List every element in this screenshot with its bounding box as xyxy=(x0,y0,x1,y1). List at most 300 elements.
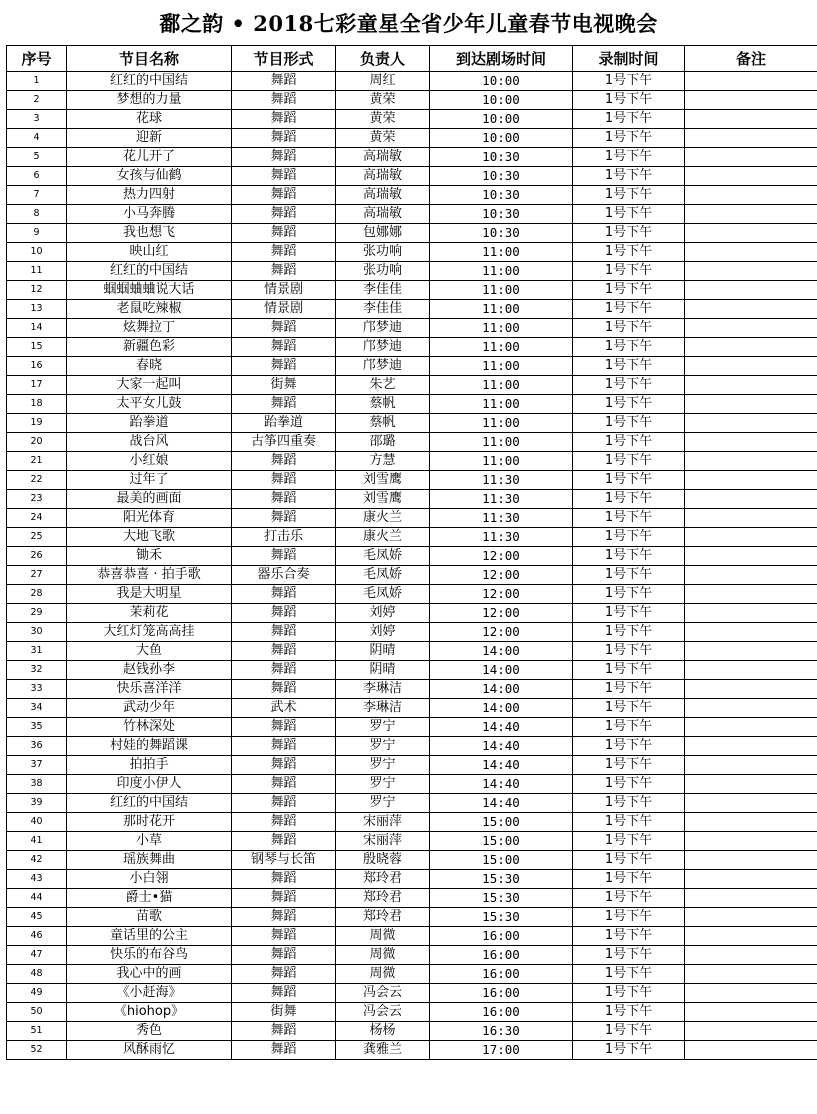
cell-arrival-time: 14:00 xyxy=(430,642,573,661)
cell-record-time: 1号下午 xyxy=(573,205,685,224)
cell-program-name: 战台风 xyxy=(67,433,232,452)
cell-no: 10 xyxy=(7,243,67,262)
cell-note xyxy=(685,167,817,186)
header-program-name: 节目名称 xyxy=(67,46,232,72)
cell-program-name: 梦想的力量 xyxy=(67,91,232,110)
cell-record-time: 1号下午 xyxy=(573,167,685,186)
cell-arrival-time: 14:00 xyxy=(430,661,573,680)
cell-no: 17 xyxy=(7,376,67,395)
cell-record-time: 1号下午 xyxy=(573,338,685,357)
cell-program-name: 蝈蝈蛐蛐说大话 xyxy=(67,281,232,300)
cell-note xyxy=(685,984,817,1003)
cell-owner: 阴晴 xyxy=(336,661,430,680)
cell-no: 15 xyxy=(7,338,67,357)
cell-program-name: 新疆色彩 xyxy=(67,338,232,357)
table-row xyxy=(7,528,817,547)
cell-no: 44 xyxy=(7,889,67,908)
cell-record-time: 1号下午 xyxy=(573,756,685,775)
cell-no: 18 xyxy=(7,395,67,414)
cell-record-time: 1号下午 xyxy=(573,927,685,946)
cell-arrival-time: 11:00 xyxy=(430,262,573,281)
cell-arrival-time: 12:00 xyxy=(430,585,573,604)
cell-program-name: 春晓 xyxy=(67,357,232,376)
cell-arrival-time: 10:00 xyxy=(430,110,573,129)
cell-arrival-time: 16:00 xyxy=(430,1003,573,1022)
cell-owner: 李琳洁 xyxy=(336,699,430,718)
cell-record-time: 1号下午 xyxy=(573,547,685,566)
cell-program-form: 街舞 xyxy=(232,1003,336,1022)
cell-program-form: 舞蹈 xyxy=(232,642,336,661)
cell-program-form: 舞蹈 xyxy=(232,338,336,357)
header-record-time: 录制时间 xyxy=(573,46,685,72)
cell-note xyxy=(685,965,817,984)
cell-program-name: 童话里的公主 xyxy=(67,927,232,946)
cell-note xyxy=(685,813,817,832)
cell-note xyxy=(685,148,817,167)
cell-arrival-time: 12:00 xyxy=(430,604,573,623)
program-schedule-table xyxy=(6,45,817,1060)
cell-record-time: 1号下午 xyxy=(573,281,685,300)
cell-program-name: 跆拳道 xyxy=(67,414,232,433)
cell-arrival-time: 12:00 xyxy=(430,623,573,642)
cell-owner: 郑玲君 xyxy=(336,908,430,927)
cell-owner: 毛凤娇 xyxy=(336,566,430,585)
cell-program-name: 过年了 xyxy=(67,471,232,490)
table-row xyxy=(7,889,817,908)
cell-no: 48 xyxy=(7,965,67,984)
cell-owner: 郑玲君 xyxy=(336,889,430,908)
cell-owner: 罗宁 xyxy=(336,737,430,756)
cell-note xyxy=(685,927,817,946)
cell-program-form: 古筝四重奏 xyxy=(232,433,336,452)
cell-no: 46 xyxy=(7,927,67,946)
cell-note xyxy=(685,509,817,528)
cell-program-form: 舞蹈 xyxy=(232,1022,336,1041)
cell-program-form: 舞蹈 xyxy=(232,471,336,490)
cell-record-time: 1号下午 xyxy=(573,224,685,243)
cell-no: 34 xyxy=(7,699,67,718)
cell-no: 11 xyxy=(7,262,67,281)
table-row xyxy=(7,186,817,205)
table-row xyxy=(7,490,817,509)
cell-no: 24 xyxy=(7,509,67,528)
cell-program-form: 舞蹈 xyxy=(232,224,336,243)
cell-note xyxy=(685,680,817,699)
cell-no: 8 xyxy=(7,205,67,224)
table-row xyxy=(7,642,817,661)
document-title: 鄱之韵 • 2018七彩童星全省少年儿童春节电视晚会 xyxy=(159,11,658,36)
table-row xyxy=(7,680,817,699)
cell-program-form: 舞蹈 xyxy=(232,243,336,262)
cell-program-form: 跆拳道 xyxy=(232,414,336,433)
cell-owner: 毛凤娇 xyxy=(336,547,430,566)
cell-owner: 郑玲君 xyxy=(336,870,430,889)
cell-arrival-time: 17:00 xyxy=(430,1041,573,1060)
cell-program-form: 舞蹈 xyxy=(232,509,336,528)
table-row xyxy=(7,946,817,965)
cell-owner: 杨杨 xyxy=(336,1022,430,1041)
table-row xyxy=(7,585,817,604)
cell-no: 6 xyxy=(7,167,67,186)
header-program-form: 节目形式 xyxy=(232,46,336,72)
cell-note xyxy=(685,870,817,889)
cell-note xyxy=(685,547,817,566)
cell-note xyxy=(685,623,817,642)
cell-note xyxy=(685,775,817,794)
cell-record-time: 1号下午 xyxy=(573,984,685,1003)
cell-note xyxy=(685,72,817,91)
cell-no: 32 xyxy=(7,661,67,680)
cell-no: 47 xyxy=(7,946,67,965)
cell-program-name: 我也想飞 xyxy=(67,224,232,243)
cell-record-time: 1号下午 xyxy=(573,414,685,433)
cell-arrival-time: 11:00 xyxy=(430,414,573,433)
cell-record-time: 1号下午 xyxy=(573,1022,685,1041)
cell-owner: 毛凤娇 xyxy=(336,585,430,604)
cell-program-form: 舞蹈 xyxy=(232,965,336,984)
cell-program-form: 舞蹈 xyxy=(232,775,336,794)
cell-arrival-time: 11:30 xyxy=(430,509,573,528)
cell-program-name: 风酥雨忆 xyxy=(67,1041,232,1060)
cell-program-name: 小白翎 xyxy=(67,870,232,889)
cell-note xyxy=(685,908,817,927)
cell-program-form: 舞蹈 xyxy=(232,262,336,281)
cell-owner: 周微 xyxy=(336,927,430,946)
cell-note xyxy=(685,1041,817,1060)
table-row xyxy=(7,604,817,623)
cell-record-time: 1号下午 xyxy=(573,300,685,319)
table-row xyxy=(7,319,817,338)
table-row xyxy=(7,756,817,775)
cell-program-name: 小红娘 xyxy=(67,452,232,471)
cell-program-form: 舞蹈 xyxy=(232,889,336,908)
cell-record-time: 1号下午 xyxy=(573,72,685,91)
table-row xyxy=(7,91,817,110)
cell-arrival-time: 15:30 xyxy=(430,870,573,889)
cell-owner: 李佳佳 xyxy=(336,300,430,319)
cell-owner: 高瑞敏 xyxy=(336,186,430,205)
table-row xyxy=(7,471,817,490)
cell-owner: 方慧 xyxy=(336,452,430,471)
cell-note xyxy=(685,528,817,547)
cell-arrival-time: 10:30 xyxy=(430,205,573,224)
table-row xyxy=(7,243,817,262)
cell-no: 12 xyxy=(7,281,67,300)
cell-program-name: 赵钱孙李 xyxy=(67,661,232,680)
cell-record-time: 1号下午 xyxy=(573,946,685,965)
cell-record-time: 1号下午 xyxy=(573,813,685,832)
cell-program-name: 红红的中国结 xyxy=(67,794,232,813)
cell-record-time: 1号下午 xyxy=(573,490,685,509)
cell-arrival-time: 10:30 xyxy=(430,167,573,186)
cell-no: 1 xyxy=(7,72,67,91)
cell-program-name: 快乐喜洋洋 xyxy=(67,680,232,699)
cell-arrival-time: 11:30 xyxy=(430,471,573,490)
table-row xyxy=(7,148,817,167)
cell-record-time: 1号下午 xyxy=(573,433,685,452)
cell-record-time: 1号下午 xyxy=(573,471,685,490)
cell-program-form: 舞蹈 xyxy=(232,357,336,376)
cell-arrival-time: 11:00 xyxy=(430,376,573,395)
cell-record-time: 1号下午 xyxy=(573,395,685,414)
cell-arrival-time: 11:00 xyxy=(430,243,573,262)
cell-owner: 周微 xyxy=(336,965,430,984)
cell-program-name: 大鱼 xyxy=(67,642,232,661)
cell-arrival-time: 16:00 xyxy=(430,965,573,984)
cell-record-time: 1号下午 xyxy=(573,566,685,585)
cell-program-form: 舞蹈 xyxy=(232,452,336,471)
cell-program-form: 情景剧 xyxy=(232,300,336,319)
cell-arrival-time: 10:00 xyxy=(430,91,573,110)
cell-program-name: 瑶族舞曲 xyxy=(67,851,232,870)
cell-note xyxy=(685,737,817,756)
cell-note xyxy=(685,1022,817,1041)
cell-program-name: 迎新 xyxy=(67,129,232,148)
cell-program-name: 红红的中国结 xyxy=(67,72,232,91)
cell-owner: 黄荣 xyxy=(336,129,430,148)
cell-program-name: 炫舞拉丁 xyxy=(67,319,232,338)
cell-no: 52 xyxy=(7,1041,67,1060)
table-row xyxy=(7,376,817,395)
cell-no: 7 xyxy=(7,186,67,205)
table-row xyxy=(7,452,817,471)
cell-program-form: 舞蹈 xyxy=(232,585,336,604)
cell-program-form: 舞蹈 xyxy=(232,870,336,889)
cell-program-name: 爵士•猫 xyxy=(67,889,232,908)
cell-record-time: 1号下午 xyxy=(573,642,685,661)
cell-program-name: 映山红 xyxy=(67,243,232,262)
cell-program-name: 拍拍手 xyxy=(67,756,232,775)
cell-arrival-time: 11:00 xyxy=(430,319,573,338)
cell-owner: 张功响 xyxy=(336,243,430,262)
cell-note xyxy=(685,300,817,319)
table-row xyxy=(7,623,817,642)
cell-program-form: 舞蹈 xyxy=(232,984,336,1003)
cell-arrival-time: 11:30 xyxy=(430,528,573,547)
cell-owner: 包娜娜 xyxy=(336,224,430,243)
table-row xyxy=(7,1022,817,1041)
table-row xyxy=(7,433,817,452)
cell-program-form: 舞蹈 xyxy=(232,490,336,509)
cell-program-form: 舞蹈 xyxy=(232,908,336,927)
cell-arrival-time: 11:00 xyxy=(430,433,573,452)
cell-no: 33 xyxy=(7,680,67,699)
cell-record-time: 1号下午 xyxy=(573,851,685,870)
cell-owner: 殷晓蓉 xyxy=(336,851,430,870)
cell-program-form: 舞蹈 xyxy=(232,319,336,338)
cell-note xyxy=(685,338,817,357)
cell-program-name: 太平女儿鼓 xyxy=(67,395,232,414)
cell-note xyxy=(685,452,817,471)
cell-record-time: 1号下午 xyxy=(573,661,685,680)
cell-arrival-time: 12:00 xyxy=(430,566,573,585)
cell-no: 36 xyxy=(7,737,67,756)
cell-no: 2 xyxy=(7,91,67,110)
cell-note xyxy=(685,433,817,452)
cell-no: 31 xyxy=(7,642,67,661)
table-row xyxy=(7,72,817,91)
table-row xyxy=(7,965,817,984)
cell-note xyxy=(685,756,817,775)
table-row xyxy=(7,661,817,680)
table-row xyxy=(7,794,817,813)
cell-program-form: 舞蹈 xyxy=(232,72,336,91)
table-row xyxy=(7,414,817,433)
cell-owner: 高瑞敏 xyxy=(336,148,430,167)
cell-program-name: 秀色 xyxy=(67,1022,232,1041)
table-row xyxy=(7,300,817,319)
cell-program-form: 舞蹈 xyxy=(232,946,336,965)
cell-no: 27 xyxy=(7,566,67,585)
cell-owner: 邝梦迪 xyxy=(336,338,430,357)
cell-no: 9 xyxy=(7,224,67,243)
cell-note xyxy=(685,205,817,224)
cell-arrival-time: 12:00 xyxy=(430,547,573,566)
header-note: 备注 xyxy=(685,46,817,72)
cell-note xyxy=(685,604,817,623)
cell-owner: 高瑞敏 xyxy=(336,167,430,186)
cell-program-form: 舞蹈 xyxy=(232,167,336,186)
cell-note xyxy=(685,319,817,338)
cell-program-form: 舞蹈 xyxy=(232,110,336,129)
cell-owner: 周微 xyxy=(336,946,430,965)
cell-record-time: 1号下午 xyxy=(573,870,685,889)
cell-record-time: 1号下午 xyxy=(573,509,685,528)
cell-note xyxy=(685,395,817,414)
cell-program-form: 舞蹈 xyxy=(232,623,336,642)
cell-no: 20 xyxy=(7,433,67,452)
cell-program-form: 舞蹈 xyxy=(232,737,336,756)
cell-program-name: 小马奔腾 xyxy=(67,205,232,224)
cell-note xyxy=(685,186,817,205)
cell-owner: 周红 xyxy=(336,72,430,91)
table-row xyxy=(7,1003,817,1022)
cell-note xyxy=(685,946,817,965)
cell-arrival-time: 14:40 xyxy=(430,737,573,756)
cell-arrival-time: 10:30 xyxy=(430,186,573,205)
cell-arrival-time: 10:30 xyxy=(430,224,573,243)
cell-record-time: 1号下午 xyxy=(573,91,685,110)
cell-owner: 高瑞敏 xyxy=(336,205,430,224)
cell-note xyxy=(685,376,817,395)
table-row xyxy=(7,775,817,794)
cell-record-time: 1号下午 xyxy=(573,376,685,395)
cell-program-name: 老鼠吃辣椒 xyxy=(67,300,232,319)
cell-owner: 张功响 xyxy=(336,262,430,281)
cell-no: 49 xyxy=(7,984,67,1003)
cell-note xyxy=(685,357,817,376)
cell-owner: 蔡帆 xyxy=(336,395,430,414)
cell-program-name: 我是大明星 xyxy=(67,585,232,604)
cell-owner: 李琳洁 xyxy=(336,680,430,699)
cell-note xyxy=(685,262,817,281)
table-row xyxy=(7,262,817,281)
table-row xyxy=(7,566,817,585)
cell-note xyxy=(685,585,817,604)
cell-record-time: 1号下午 xyxy=(573,794,685,813)
cell-note xyxy=(685,224,817,243)
cell-no: 16 xyxy=(7,357,67,376)
cell-program-name: 我心中的画 xyxy=(67,965,232,984)
cell-note xyxy=(685,471,817,490)
cell-program-name: 锄禾 xyxy=(67,547,232,566)
cell-owner: 朱艺 xyxy=(336,376,430,395)
cell-program-name: 快乐的布谷鸟 xyxy=(67,946,232,965)
cell-owner: 冯会云 xyxy=(336,1003,430,1022)
cell-owner: 邝梦迪 xyxy=(336,319,430,338)
cell-program-form: 舞蹈 xyxy=(232,794,336,813)
cell-program-name: 红红的中国结 xyxy=(67,262,232,281)
cell-arrival-time: 14:00 xyxy=(430,699,573,718)
cell-no: 22 xyxy=(7,471,67,490)
cell-arrival-time: 10:30 xyxy=(430,148,573,167)
cell-no: 4 xyxy=(7,129,67,148)
cell-program-form: 舞蹈 xyxy=(232,680,336,699)
cell-record-time: 1号下午 xyxy=(573,604,685,623)
cell-program-form: 舞蹈 xyxy=(232,186,336,205)
cell-program-name: 竹林深处 xyxy=(67,718,232,737)
cell-program-form: 钢琴与长笛 xyxy=(232,851,336,870)
cell-program-name: 大地飞歌 xyxy=(67,528,232,547)
table-row xyxy=(7,357,817,376)
cell-arrival-time: 11:00 xyxy=(430,395,573,414)
cell-program-name: 大红灯笼高高挂 xyxy=(67,623,232,642)
cell-no: 45 xyxy=(7,908,67,927)
cell-program-name: 恭喜恭喜 · 拍手歌 xyxy=(67,566,232,585)
cell-no: 42 xyxy=(7,851,67,870)
cell-program-form: 舞蹈 xyxy=(232,395,336,414)
cell-program-form: 舞蹈 xyxy=(232,604,336,623)
cell-note xyxy=(685,414,817,433)
cell-program-name: 村娃的舞蹈课 xyxy=(67,737,232,756)
cell-record-time: 1号下午 xyxy=(573,737,685,756)
cell-no: 30 xyxy=(7,623,67,642)
cell-note xyxy=(685,889,817,908)
cell-program-name: 花儿开了 xyxy=(67,148,232,167)
cell-arrival-time: 16:00 xyxy=(430,927,573,946)
cell-note xyxy=(685,281,817,300)
table-row xyxy=(7,927,817,946)
cell-no: 40 xyxy=(7,813,67,832)
cell-program-name: 武动少年 xyxy=(67,699,232,718)
cell-program-name: 热力四射 xyxy=(67,186,232,205)
table-header-row xyxy=(7,46,817,72)
cell-owner: 康火兰 xyxy=(336,528,430,547)
cell-program-name: 那时花开 xyxy=(67,813,232,832)
cell-program-form: 舞蹈 xyxy=(232,91,336,110)
cell-owner: 冯会云 xyxy=(336,984,430,1003)
cell-record-time: 1号下午 xyxy=(573,585,685,604)
cell-no: 3 xyxy=(7,110,67,129)
cell-record-time: 1号下午 xyxy=(573,452,685,471)
cell-program-form: 舞蹈 xyxy=(232,661,336,680)
cell-no: 39 xyxy=(7,794,67,813)
table-row xyxy=(7,870,817,889)
cell-program-name: 茉莉花 xyxy=(67,604,232,623)
table-row xyxy=(7,547,817,566)
cell-owner: 康火兰 xyxy=(336,509,430,528)
cell-owner: 刘婷 xyxy=(336,623,430,642)
cell-program-form: 舞蹈 xyxy=(232,205,336,224)
cell-owner: 黄荣 xyxy=(336,110,430,129)
cell-record-time: 1号下午 xyxy=(573,528,685,547)
cell-note xyxy=(685,1003,817,1022)
table-row xyxy=(7,509,817,528)
cell-arrival-time: 16:30 xyxy=(430,1022,573,1041)
cell-arrival-time: 11:00 xyxy=(430,300,573,319)
table-row xyxy=(7,224,817,243)
cell-program-name: 大家一起叫 xyxy=(67,376,232,395)
